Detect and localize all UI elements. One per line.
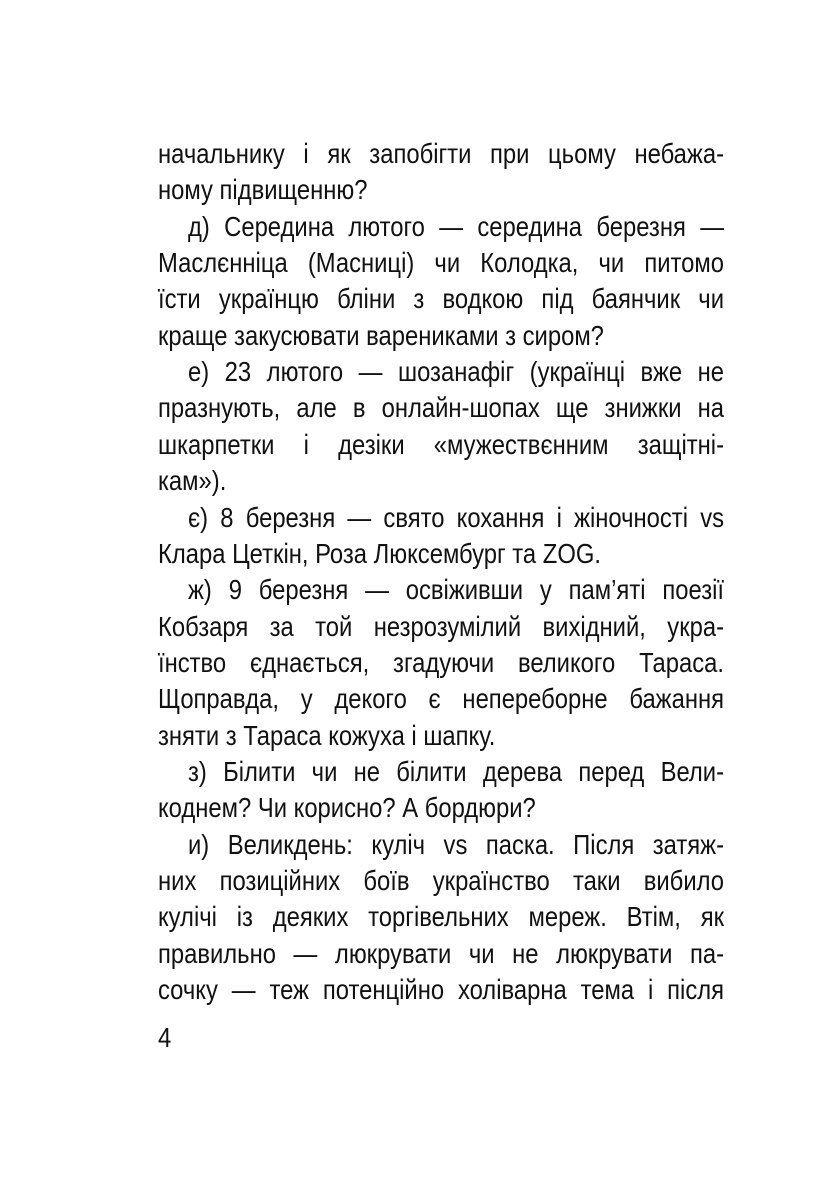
text-line: них позиційних боїв українство таки вибило [158,865,725,896]
paragraph-first-line: з) Білити чи не білити дерева перед Вели- [188,756,725,787]
text-line: Клара Цеткін, Роза Люксембург та ZOG. [158,538,601,569]
text-line: ному підвищенню? [158,174,368,205]
paragraph-first-line: д) Середина лютого — середина березня — [188,211,725,242]
text-line: празнують, але в онлайн-шопах ще знижки на [158,392,725,423]
text-line: правильно — люкрувати чи не люкрувати па- [158,938,725,969]
text-line: їсти українцю бліни з водкою під баянчик чи [158,283,725,314]
paragraph-first-line: е) 23 лютого — шозанафіг (українці вже не [188,356,725,387]
text-line: їнство єднається, згадуючи великого Тараса. [158,647,725,678]
text-line: кам»). [158,465,227,496]
text-line: краще закусювати варениками з сиром? [158,320,604,351]
text-line: Маслєнніца (Масниці) чи Колодка, чи питомо [158,247,725,278]
text-line: зняти з Тараса кожуха і шапку. [158,720,496,751]
text-line: сочку — теж потенційно холіварна тема і після [158,974,725,1005]
paragraph-first-line: ж) 9 березня — освіживши у пам’яті поезії [188,574,725,605]
text-line: Кобзаря за той незрозумілий вихідний, укра- [158,611,725,642]
paragraph-first-line: и) Великдень: куліч vs паска. Після затяж- [188,829,725,860]
page-number: 4 [158,1022,172,1053]
text-line: Щоправда, у декого є непереборне бажання [158,683,725,714]
text-line: коднем? Чи корисно? А бордюри? [158,792,536,823]
text-line: кулічі із деяких торгівельних мереж. Втім, як [158,901,725,932]
paragraph-first-line: є) 8 березня — свято кохання і жіночності vs [188,502,725,533]
text-line: начальнику і як запобігти при цьому небажа- [158,138,725,169]
text-line: шкарпетки і дезіки «мужествєнним защітні- [158,429,725,460]
